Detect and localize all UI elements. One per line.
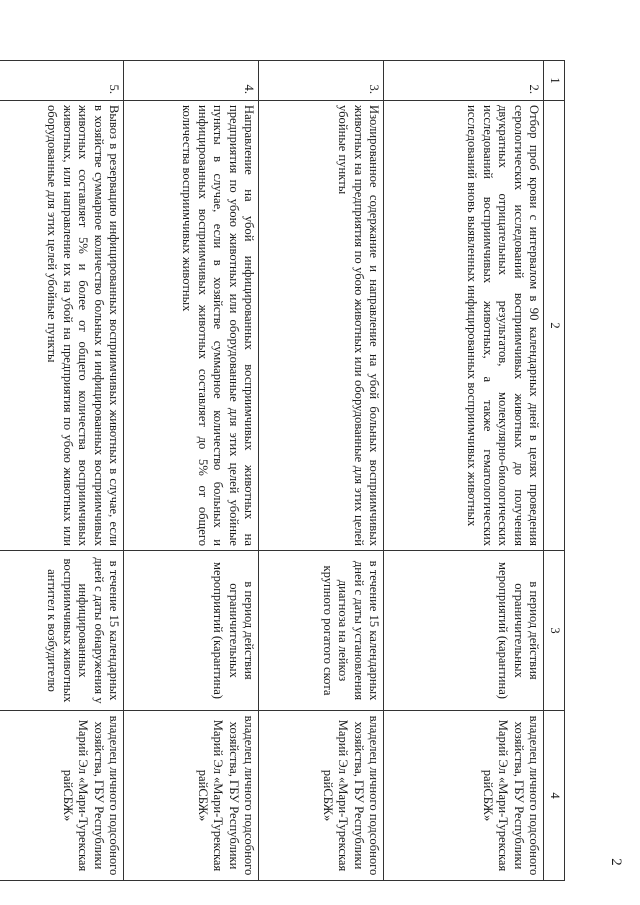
header-cell: 1: [544, 61, 565, 101]
page-number: 2: [608, 858, 624, 866]
table-row: [124, 61, 259, 881]
term-text: в период действия ограничительных мероприятий (карантина): [124, 551, 259, 711]
measure-text: Вывоз в резервацию инфицированных восприимчивых животных в случае, если в хозяйстве суммарное количество больных и инфицированных восприимчивых животных составляет 5% и более от общего количества восприимчивых животных, или направление их на убой на предприятия по убою животных или оборудованные для этих целей убойные пункты: [0, 101, 124, 551]
term-text: в течение 15 календарных дней с даты установления диагноза на лейкоз крупного рогатого скота: [259, 551, 384, 711]
table-header-row: [544, 61, 565, 881]
term-text: в период действия ограничительных мероприятий (карантина): [384, 551, 544, 711]
measures-table: [0, 60, 565, 881]
term-text: в течение 15 календарных дней с даты обнаружения у инфицированных восприимчивых животных антител к возбудителю: [0, 551, 124, 711]
responsible-text: владелец личного подсобного хозяйства, ГБУ Республики Марий Эл «Мари-Турекская райСБЖ»: [0, 711, 124, 881]
table-row: [384, 61, 544, 881]
header-cell: 2: [544, 101, 565, 551]
responsible-text: владелец личного подсобного хозяйства, ГБУ Республики Марий Эл «Мари-Турекская райСБЖ»: [384, 711, 544, 881]
table-row: [259, 61, 384, 881]
table-row: [0, 61, 124, 881]
row-number: 2.: [384, 61, 544, 101]
responsible-text: владелец личного подсобного хозяйства, ГБУ Республики Марий Эл «Мари-Турекская райСБЖ»: [124, 711, 259, 881]
row-number: 5.: [0, 61, 124, 101]
row-number: 3.: [259, 61, 384, 101]
header-cell: 3: [544, 551, 565, 711]
rotated-table-frame: [25, 60, 565, 880]
header-cell: 4: [544, 711, 565, 881]
measure-text: Отбор проб крови с интервалом в 90 календарных дней в целях проведения серологических исследований восприимчивых животных до получения двукратных отрицательных результатов, молекулярно-биологических исследований восприимчивых животных, а также гематологических исследований вновь выявленных инфицированных восприимчивых животных: [384, 101, 544, 551]
responsible-text: владелец личного подсобного хозяйства, ГБУ Республики Марий Эл «Мари-Турекская райСБЖ»: [259, 711, 384, 881]
measure-text: Направление на убой инфицированных восприимчивых животных на предприятия по убою животных или оборудованные для этих целей убойные пункты в случае, если в хозяйстве суммарное количество больных и инфицированных восприимчивых животных составляет до 5% от общего количества восприимчивых животных: [124, 101, 259, 551]
row-number: 4.: [124, 61, 259, 101]
measure-text: Изолированное содержание и направление на убой больных восприимчивых животных на предприятия по убою животных или оборудованные для этих целей убойные пункты: [259, 101, 384, 551]
